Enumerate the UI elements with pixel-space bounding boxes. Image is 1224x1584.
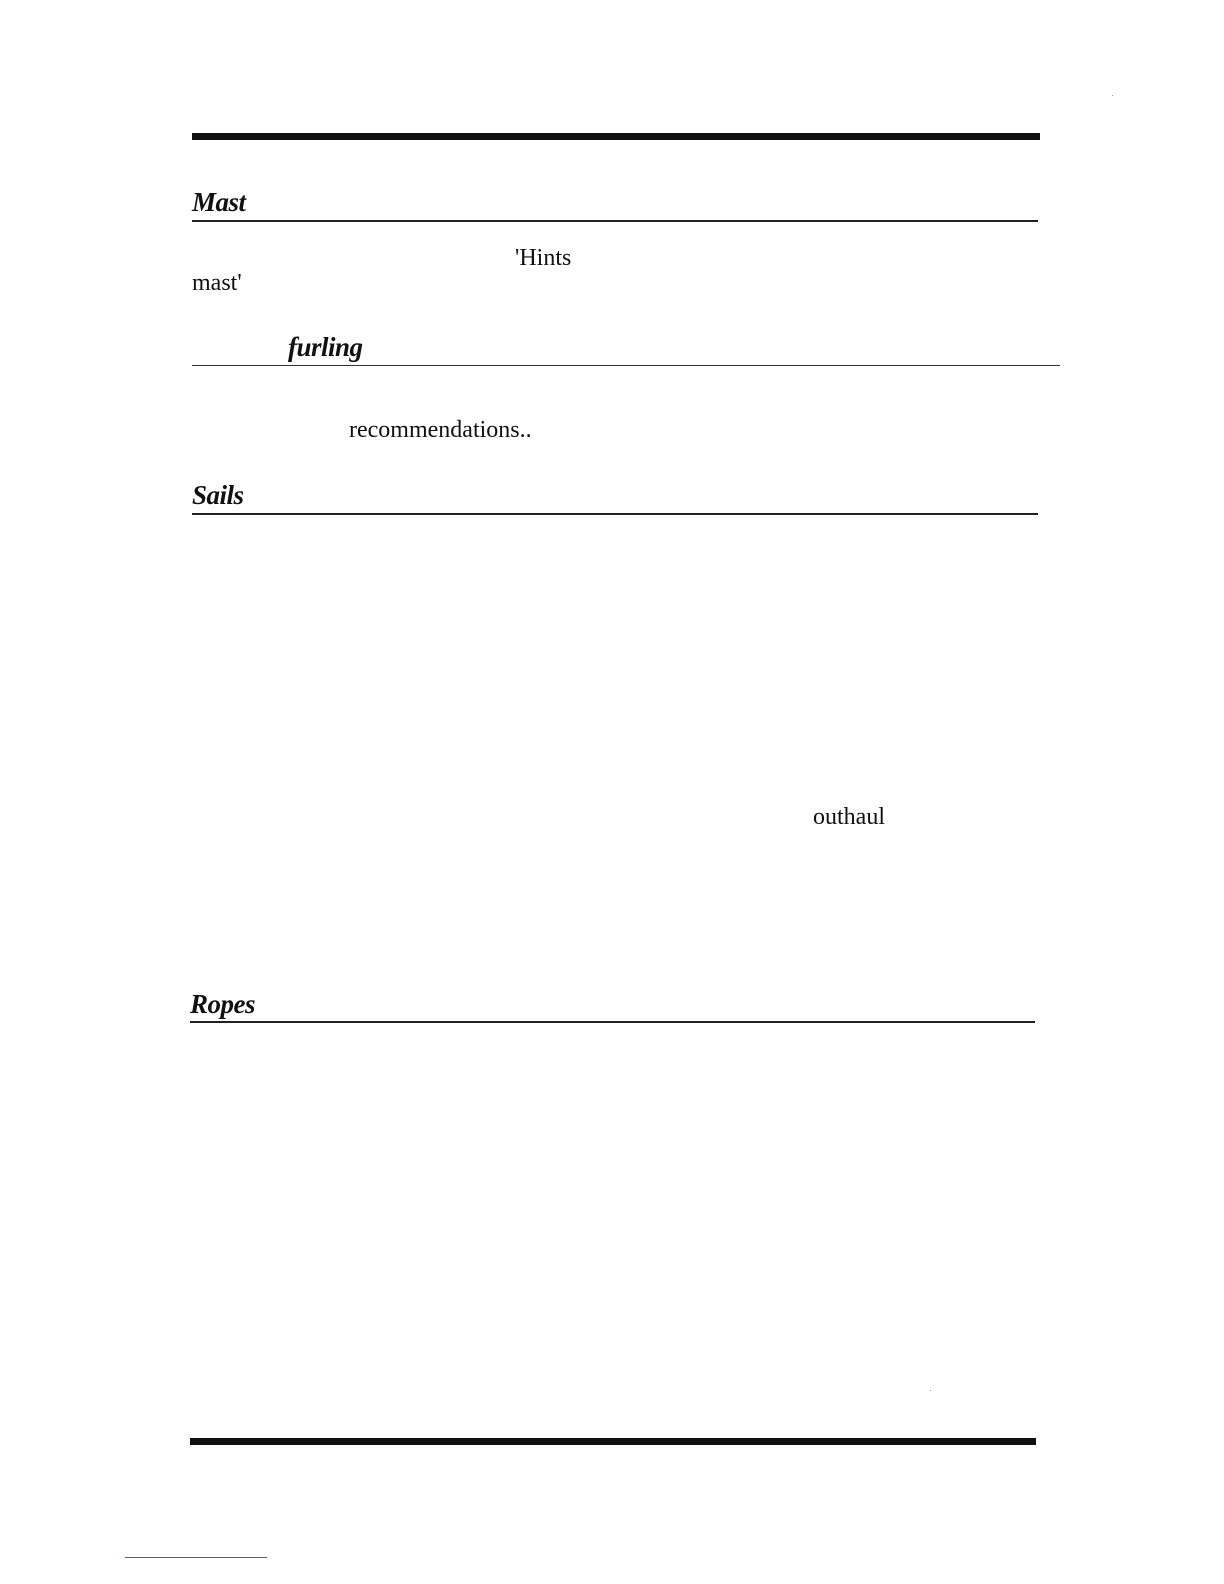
- ropes-heading-rule: [190, 1021, 1035, 1023]
- hints-text: 'Hints: [515, 245, 572, 271]
- scan-speck: [930, 1390, 931, 1391]
- scan-speck: [1112, 95, 1113, 96]
- mast-heading-rule: [192, 220, 1038, 222]
- sails-heading-rule: [192, 513, 1038, 515]
- mast-heading: Mast: [192, 187, 246, 217]
- ropes-heading: Ropes: [190, 989, 255, 1019]
- link-underline[interactable]: [125, 1557, 267, 1558]
- bottom-rule: [190, 1438, 1036, 1445]
- mast-quote-text: mast': [192, 270, 242, 296]
- recommendations-text: recommendations..: [349, 417, 532, 443]
- outhaul-text: outhaul: [813, 804, 885, 830]
- furling-heading: furling: [288, 332, 363, 362]
- sails-heading: Sails: [192, 480, 244, 510]
- furling-heading-rule: [192, 365, 1060, 366]
- top-rule: [192, 133, 1040, 140]
